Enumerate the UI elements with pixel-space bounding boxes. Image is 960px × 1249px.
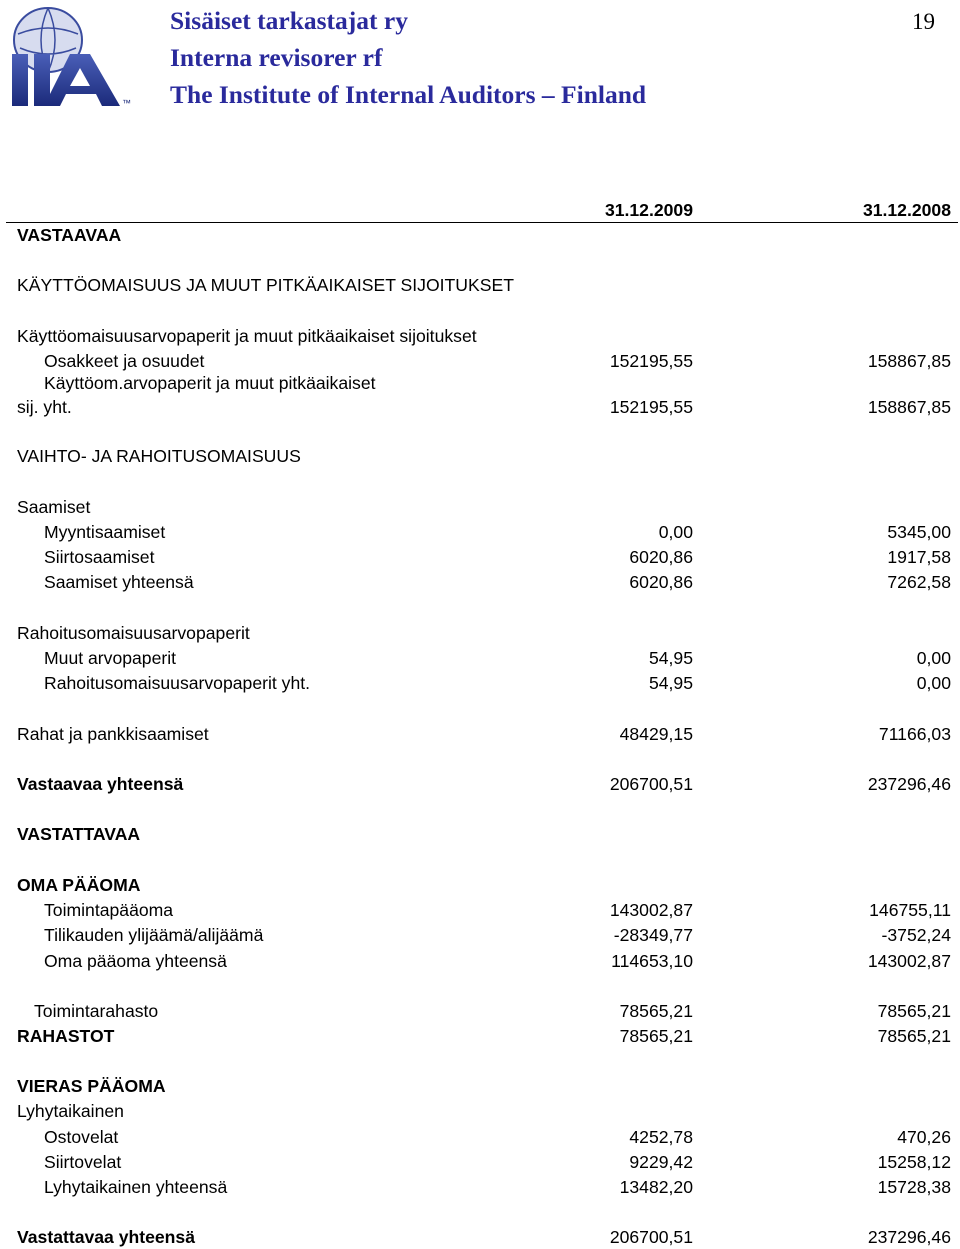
table-row [0, 722, 960, 746]
table-row [0, 949, 960, 973]
value-2008: 143002,87 [867, 951, 951, 971]
value-2009: 9229,42 [629, 1152, 693, 1172]
value-2009: 4252,78 [629, 1127, 693, 1147]
table-row [0, 646, 960, 670]
row-label: Saamiset yhteensä [44, 572, 194, 592]
value-2008: 146755,11 [869, 900, 951, 920]
table-row [0, 923, 960, 947]
value-2009: 6020,86 [629, 572, 693, 592]
value-2008: 7262,58 [887, 572, 951, 592]
row-label: Osakkeet ja osuudet [44, 351, 205, 371]
table-row [0, 444, 960, 468]
value-2009: 114653,10 [611, 951, 693, 971]
table-row [0, 395, 960, 419]
table-row [0, 223, 960, 247]
table-row [0, 324, 960, 348]
value-2009: 78565,21 [619, 1001, 693, 1021]
row-label: Rahoitusomaisuusarvopaperit yht. [44, 673, 311, 693]
row-label: Vastattavaa yhteensä [17, 1227, 195, 1247]
row-label: Rahoitusomaisuusarvopaperit [17, 623, 250, 643]
row-label: Siirtosaamiset [44, 547, 155, 567]
svg-text:™: ™ [122, 98, 131, 108]
value-2008: 158867,85 [867, 351, 951, 371]
table-row [0, 1125, 960, 1149]
row-label: Vastaavaa yhteensä [17, 774, 184, 794]
table-row [0, 1150, 960, 1174]
table-row [0, 873, 960, 897]
page-header [0, 0, 960, 120]
iia-logo [8, 4, 134, 108]
row-label: VASTATTAVAA [17, 824, 141, 844]
row-label: Saamiset [17, 497, 91, 517]
table-row [0, 1225, 960, 1249]
org-name-finnish: Sisäiset tarkastajat ry [170, 6, 408, 35]
column-header-row [0, 198, 960, 222]
value-2009: 54,95 [648, 648, 693, 668]
row-label: Muut arvopaperit [44, 648, 177, 668]
table-row [0, 520, 960, 544]
table-row [0, 545, 960, 569]
row-label: KÄYTTÖOMAISUUS JA MUUT PITKÄAIKAISET SIJOITUKSET [17, 275, 514, 295]
value-2008: 0,00 [916, 673, 951, 693]
table-row [0, 671, 960, 695]
value-2009: 13482,20 [619, 1177, 693, 1197]
value-2009: 48429,15 [619, 724, 693, 744]
value-2009: -28349,77 [613, 925, 693, 945]
value-2009: 206700,51 [609, 774, 693, 794]
row-label: OMA PÄÄOMA [17, 875, 141, 895]
row-label: Käyttöom.arvopaperit ja muut pitkäaikaiset [44, 373, 376, 393]
value-2008: 470,26 [897, 1127, 951, 1147]
value-2008: -3752,24 [881, 925, 951, 945]
row-label: VIERAS PÄÄOMA [17, 1076, 166, 1096]
table-row [0, 349, 960, 373]
value-2009: 78565,21 [619, 1026, 693, 1046]
page-number: 19 [912, 9, 935, 34]
value-2008: 0,00 [916, 648, 951, 668]
row-label: VASTAAVAA [17, 225, 122, 245]
table-row [0, 371, 960, 395]
value-2008: 78565,21 [877, 1001, 951, 1021]
org-name-english: The Institute of Internal Auditors – Finland [170, 80, 647, 109]
value-2009: 143002,87 [609, 900, 693, 920]
row-label: RAHASTOT [17, 1026, 115, 1046]
value-2008: 78565,21 [877, 1026, 951, 1046]
column-header-2008: 31.12.2008 [862, 200, 951, 220]
row-label: Lyhytaikainen yhteensä [44, 1177, 228, 1197]
row-label: Lyhytaikainen [17, 1101, 124, 1121]
table-row [0, 898, 960, 922]
value-2008: 1917,58 [887, 547, 951, 567]
value-2008: 5345,00 [887, 522, 951, 542]
table-row [0, 495, 960, 519]
value-2008: 158867,85 [867, 397, 951, 417]
value-2009: 152195,55 [609, 397, 693, 417]
org-name-swedish: Interna revisorer rf [170, 43, 383, 72]
table-row [0, 570, 960, 594]
value-2009: 152195,55 [609, 351, 693, 371]
value-2009: 6020,86 [629, 547, 693, 567]
row-label: Rahat ja pankkisaamiset [17, 724, 209, 744]
value-2009: 0,00 [658, 522, 693, 542]
table-row [0, 1175, 960, 1199]
row-label: sij. yht. [17, 397, 72, 417]
row-label: Siirtovelat [44, 1152, 122, 1172]
value-2009: 206700,51 [609, 1227, 693, 1247]
row-label: Oma pääoma yhteensä [44, 951, 227, 971]
table-row [0, 999, 960, 1023]
column-header-2009: 31.12.2009 [604, 200, 693, 220]
value-2009: 54,95 [648, 673, 693, 693]
value-2008: 71166,03 [878, 724, 951, 744]
table-row [0, 1024, 960, 1048]
value-2008: 15258,12 [877, 1152, 951, 1172]
value-2008: 237296,46 [867, 774, 951, 794]
value-2008: 237296,46 [867, 1227, 951, 1247]
row-label: Käyttöomaisuusarvopaperit ja muut pitkäaikaiset sijoitukset [17, 326, 477, 346]
table-row [0, 1074, 960, 1098]
table-row [0, 772, 960, 796]
row-label: Toimintarahasto [34, 1001, 159, 1021]
row-label: Myyntisaamiset [44, 522, 166, 542]
value-2008: 15728,38 [877, 1177, 951, 1197]
row-label: VAIHTO- JA RAHOITUSOMAISUUS [17, 446, 301, 466]
row-label: Tilikauden ylijäämä/alijäämä [44, 925, 264, 945]
table-row [0, 273, 960, 297]
row-label: Toimintapääoma [44, 900, 174, 920]
table-row [0, 1099, 960, 1123]
row-label: Ostovelat [44, 1127, 119, 1147]
table-row [0, 822, 960, 846]
table-row [0, 621, 960, 645]
